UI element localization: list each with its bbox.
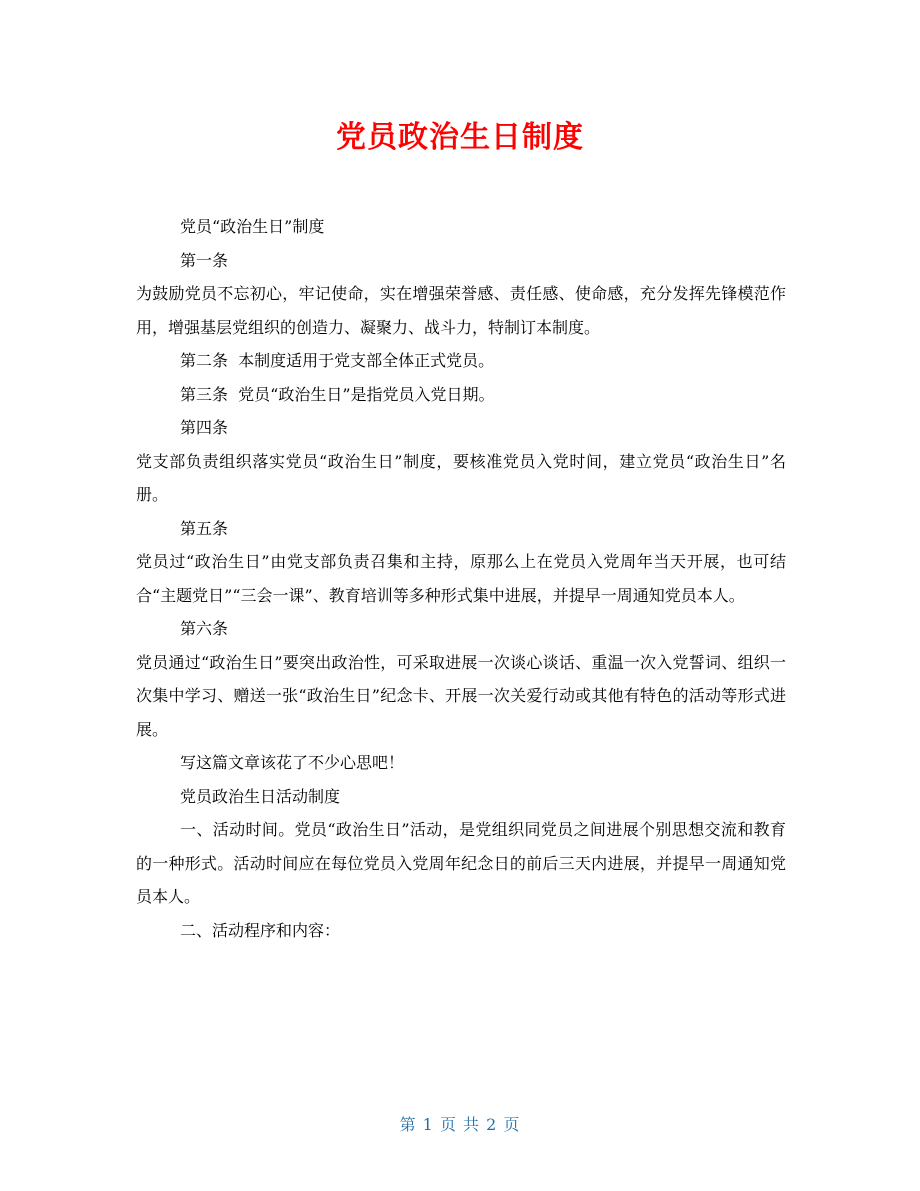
document-title: 党员政治生日制度 xyxy=(336,120,584,155)
paragraph: 党员“政治生日”制度 xyxy=(180,217,325,236)
paragraph: 二、活动程序和内容： xyxy=(180,920,341,940)
paragraph: 一、活动时间。党员“政治生日”活动，是党组织同党员之间进展个别思想交流和教育的一种形式。活动时间应在每位党员入党周年纪念日的前后三天内进展，并提早一周通知党员本人。 xyxy=(136,820,786,906)
paragraph: 第四条 xyxy=(180,418,229,437)
paragraph: 写这篇文章该花了不少心思吧！ xyxy=(180,753,405,772)
paragraph: 第三条 党员“政治生日”是指党员入党日期。 xyxy=(180,384,495,404)
paragraph: 第五条 xyxy=(180,518,229,538)
paragraph: 为鼓励党员不忘初心，牢记使命，实在增强荣誉感、责任感、使命感，充分发挥先锋模范作用，增强基层党组织的创造力、凝聚力、战斗力，特制订本制度。 xyxy=(136,284,786,337)
paragraph: 党员政治生日活动制度 xyxy=(180,786,341,806)
paragraph: 党员过“政治生日”由党支部负责召集和主持，原那么上在党员入党周年当天开展，也可结合“主题党日”“三会一课”、教育培训等多种形式集中进展，并提早一周通知党员本人。 xyxy=(136,552,786,605)
paragraph: 党员通过“政治生日”要突出政治性，可采取进展一次谈心谈话、重温一次入党誓词、组织一次集中学习、赠送一张“政治生日”纪念卡、开展一次关爱行动或其他有特色的活动等形式进展。 xyxy=(136,652,786,739)
document-body xyxy=(136,210,786,947)
paragraph: 第二条 本制度适用于党支部全体正式党员。 xyxy=(180,351,495,370)
paragraph: 第一条 xyxy=(180,250,229,270)
paragraph: 党支部负责组织落实党员“政治生日”制度，要核准党员入党时间，建立党员“政治生日”名册。 xyxy=(136,451,786,504)
paragraph: 第六条 xyxy=(180,619,229,638)
page-footer: 第 1 页 共 2 页 xyxy=(399,1115,521,1134)
